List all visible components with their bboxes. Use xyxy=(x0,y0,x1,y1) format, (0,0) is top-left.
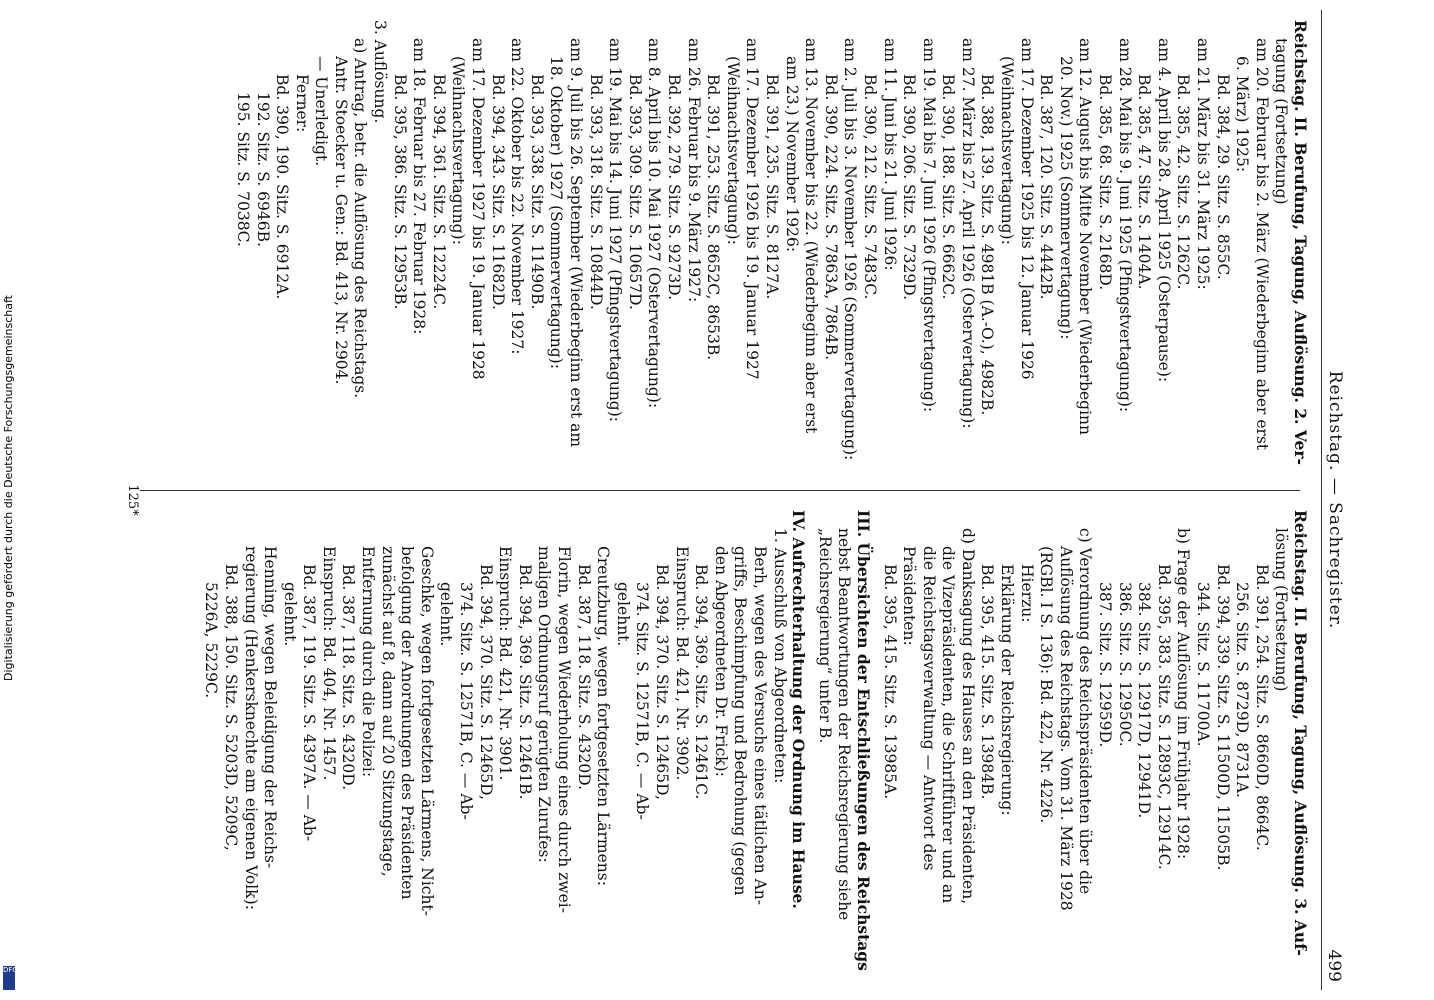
index-line: Florin, wegen Wiederholung eines durch zwei- xyxy=(555,546,574,913)
index-line: am 8. April bis 10. Mai 1927 (Ostervertagung): xyxy=(645,38,664,409)
index-line: Bd. 394, 361. Sitz. S. 12224C. xyxy=(429,74,448,310)
index-line: Geschke, wegen fortgesetzten Lärmens, Nicht- xyxy=(417,546,436,916)
index-line: 256. Sitz. S. 8729D, 8731A. xyxy=(1233,582,1252,798)
index-line: am 23.) November 1926: xyxy=(782,56,801,253)
index-line: Auflösung des Reichstags. Vom 31. März 1928 xyxy=(1056,546,1075,911)
index-line: Bd. 393, 338. Sitz. S. 11490B. xyxy=(527,74,546,310)
index-line: lösung (Fortsetzung) xyxy=(1272,528,1291,692)
footer-mark: 125* xyxy=(125,484,140,516)
index-line: Ferner: xyxy=(292,74,311,133)
index-line: die Vizepräsidenten, die Schriftführer und an xyxy=(939,546,958,904)
index-line: Bd. 388, 150. Sitz. S. 5203D, 5209C, xyxy=(221,564,240,851)
index-line: 374. Sitz. S. 12571B, C. — Ab- xyxy=(457,582,476,820)
index-line: Bd. 385, 68. Sitz. S. 2168D. xyxy=(1096,74,1115,291)
running-head: Reichstag. — Sachregister. xyxy=(1325,370,1345,630)
index-line: Bd. 390, 212. Sitz. S. 7483C. xyxy=(860,74,879,300)
index-line: — Unerledigt. xyxy=(312,56,331,167)
index-line: am 17. Dezember 1926 bis 19. Januar 1927 xyxy=(743,38,762,380)
index-line: Bd. 395, 383. Sitz. S. 12893C, 12914C. xyxy=(1154,564,1173,870)
index-line: maligen Ordnungsruf gerügten Zurufes: xyxy=(535,546,554,863)
index-line: 374. Sitz. S. 12571B, C. — Ab- xyxy=(633,582,652,820)
index-line: 192. Sitz. S. 6946B. xyxy=(253,92,272,247)
rotated-page xyxy=(120,0,1420,1000)
header-rule xyxy=(1321,10,1322,990)
index-line: den Abgeordneten Dr. Frick): xyxy=(711,546,730,777)
index-line: (RGBl. I S. 136): Bd. 422, Nr. 4226. xyxy=(1037,546,1056,824)
index-line: Bd. 390, 188. Sitz. S. 6662C. xyxy=(939,74,958,300)
index-line: am 19. Mai bis 7. Juni 1926 (Pfingstvertagung): xyxy=(919,38,938,413)
index-line: Bd. 387, 118. Sitz. S. 4320D. xyxy=(339,564,358,791)
index-line: am 28. Mai bis 9. Juni 1925 (Pfingstvertagung): xyxy=(1115,38,1134,413)
index-line: zunächst auf 8, dann auf 20 Sitzungstage, xyxy=(378,546,397,877)
index-line: Bd. 394, 370. Sitz. S. 12465D, xyxy=(476,564,495,800)
index-line: Bd. 387, 119. Sitz. S. 4397A. — Ab- xyxy=(300,564,319,842)
index-line: Bd. 385, 42. Sitz. S. 1262C. xyxy=(1174,74,1193,290)
index-line: am 12. August bis Mitte November (Wiederbeginn xyxy=(1076,38,1095,436)
index-line: Einspruch: Bd. 421, Nr. 3902. xyxy=(672,546,691,781)
index-line: Bd. 391, 254. Sitz. S. 8660D, 8664C. xyxy=(1252,564,1271,851)
index-line: am 22. Oktober bis 22. November 1927: xyxy=(508,38,527,355)
index-line: b) Frage der Auflösung im Frühjahr 1928: xyxy=(1174,528,1193,860)
index-line: 6. März) 1925: xyxy=(1233,56,1252,173)
index-line: nebst Beantwortungen der Reichsregierung siehe xyxy=(835,528,854,921)
index-line: (Weihnachtsvertagung): xyxy=(723,56,742,245)
index-line: 18. Oktober) 1927 (Sommervertagung): xyxy=(547,56,566,369)
index-line: (Weihnachtsvertagung): xyxy=(998,56,1017,245)
index-line: Bd. 394, 343. Sitz. S. 11682D. xyxy=(488,74,507,310)
index-line: gelehnt. xyxy=(613,582,632,647)
index-line: Bd. 387, 118. Sitz. S. 4320D. xyxy=(574,564,593,791)
index-line: III. Übersichten der Entschließungen des Reichstags xyxy=(853,510,873,971)
left-column xyxy=(232,20,1310,475)
index-line: am 2. Juli bis 3. November 1926 (Sommervertagung): xyxy=(841,38,860,461)
index-line: 384. Sitz. S. 12917D, 12941D. xyxy=(1135,582,1154,819)
index-line: Entfernung durch die Polizei: xyxy=(359,546,378,778)
index-line: 195. Sitz. S. 7038C. xyxy=(233,92,252,247)
index-line: Bd. 394, 369. Sitz. S. 12461B. xyxy=(515,564,534,800)
index-line: gelehnt. xyxy=(437,582,456,647)
index-line: die Reichstagsverwaltung — Antwort des xyxy=(919,546,938,871)
index-line: am 26. Februar bis 9. März 1927: xyxy=(684,38,703,303)
index-line: 387. Sitz. S. 12959D. xyxy=(1096,582,1115,748)
index-line: 344. Sitz. S. 11700A. xyxy=(1194,582,1213,747)
index-line: Creutzburg, wegen fortgesetzten Lärmens: xyxy=(594,546,613,886)
index-line: 1. Ausschluß von Abgeordneten: xyxy=(770,528,789,784)
index-line: Bd. 395, 386. Sitz. S. 12953B. xyxy=(390,74,409,310)
funding-credit: Digitalisierung gefördert durch die Deutsche Forschungsgemeinschaft xyxy=(2,295,15,681)
index-line: Bd. 391, 235. Sitz. S. 8127A. xyxy=(762,74,781,300)
right-column xyxy=(201,510,1310,980)
index-line: Henning, wegen Beleidigung der Reichs- xyxy=(261,546,280,869)
index-line: Einspruch: Bd. 404, Nr. 1457. xyxy=(319,546,338,781)
index-line: am 18. Februar bis 27. Februar 1928: xyxy=(410,38,429,335)
index-line: gelehnt. xyxy=(280,582,299,647)
index-line: Reichstag. II. Berufung, Tagung, Auflösung. 3. Auf- xyxy=(1291,510,1310,956)
index-line: am 27. März bis 27. April 1926 (Ostervertagung): xyxy=(958,38,977,429)
index-line: tagung (Fortsetzung) xyxy=(1272,38,1291,205)
index-line: befolgung der Anordnungen des Präsidenten xyxy=(398,546,417,900)
index-line: am 4. April bis 28. April 1925 (Osterpause): xyxy=(1154,38,1173,383)
dfg-logo: DFG xyxy=(3,966,15,990)
index-line: Bd. 395, 415. Sitz. S. 13985A. xyxy=(880,564,899,800)
index-line: Bd. 384, 29. Sitz. S. 855C. xyxy=(1213,74,1232,280)
index-line: a) Antrag, betr. die Auflösung des Reichstags. xyxy=(351,38,370,399)
index-line: regierung (Henkersknechte am eigenen Volk): xyxy=(241,546,260,910)
index-line: am 17. Dezember 1927 bis 19. Januar 1928 xyxy=(469,38,488,380)
index-line: „Reichsregierung“ unter B. xyxy=(815,528,834,744)
index-line: IV. Aufrechterhaltung der Ordnung im Hause. xyxy=(789,510,809,909)
index-line: Erklärung der Reichsregierung: xyxy=(998,564,1017,816)
index-line: Einspruch: Bd. 421, Nr. 3901. xyxy=(496,546,515,781)
index-line: Bd. 385, 47. Sitz. S. 1404A. xyxy=(1135,74,1154,290)
index-line: Bd. 390, 224. Sitz. S. 7863A, 7864B. xyxy=(821,74,840,361)
page-number: 499 xyxy=(1324,949,1344,982)
index-line: am 13. November bis 22. (Wiederbeginn aber erst xyxy=(802,38,821,434)
index-line: Bd. 392, 279. Sitz. S. 9273D. xyxy=(665,74,683,301)
index-line: (Weihnachtsvertagung): xyxy=(449,56,468,245)
index-line: Bd. 390, 206. Sitz. S. 7329D. xyxy=(900,74,919,301)
index-line: Präsidenten: xyxy=(900,546,919,646)
index-line: 386. Sitz. S. 12950C. xyxy=(1115,582,1134,747)
index-line: Reichstag. II. Berufung, Tagung, Auflösung. 2. Ver- xyxy=(1291,20,1310,465)
index-line: Bd. 394, 339. Sitz. S. 11500D, 11505B. xyxy=(1213,564,1232,871)
index-line: Bd. 390, 190. Sitz. S. 6912A. xyxy=(273,74,292,300)
index-line: Bd. 387, 120. Sitz. S. 4442B. xyxy=(1037,74,1056,300)
index-line: griffs, Beschimpfung und Bedrohung (gegen xyxy=(731,546,750,896)
column-divider xyxy=(140,490,1300,491)
index-line: am 11. Juni bis 21. Juni 1926: xyxy=(880,38,899,271)
index-line: Bd. 395, 415. Sitz. S. 13984B. xyxy=(978,564,997,800)
index-line: c) Verordnung des Reichspräsidenten über die xyxy=(1076,528,1095,895)
index-line: 20. Nov.) 1925 (Sommervertagung): xyxy=(1056,56,1075,340)
index-line: Antr. Stoecker u. Gen.: Bd. 413, Nr. 2904. xyxy=(331,56,350,385)
index-line: Bd. 394, 369. Sitz. S. 12461C. xyxy=(692,564,711,800)
index-line: Bd. 388, 139. Sitz. S. 4981B (A.-O.), 4982B. xyxy=(978,74,997,416)
index-line: Bd. 393, 309. Sitz. S. 10657D. xyxy=(625,74,644,310)
index-line: 5226A, 5229C. xyxy=(202,582,221,699)
index-line: Bd. 393, 318. Sitz. S. 10844D. xyxy=(586,74,605,310)
index-line: am 9. Juli bis 26. September (Wiederbeginn erst am xyxy=(567,38,586,448)
index-line: Bd. 391, 253. Sitz. S. 8652C, 8653B. xyxy=(704,74,723,361)
index-line: d) Danksagung des Hauses an den Präsidenten, xyxy=(958,528,977,905)
index-line: 3. Auflösung. xyxy=(371,20,390,124)
index-line: am 20. Februar bis 2. März (Wiederbeginn aber erst xyxy=(1252,38,1271,451)
index-line: am 17. Dezember 1925 bis 12. Januar 1926 xyxy=(1017,38,1036,380)
index-line: Bd. 394, 370. Sitz. S. 12465D, xyxy=(653,564,671,800)
index-line: am 19. Mai bis 14. Juni 1927 (Pfingstvertagung): xyxy=(606,38,625,423)
index-line: Berh, wegen des Versuchs eines tätlichen An- xyxy=(750,546,769,906)
index-line: Hierzu: xyxy=(1017,564,1036,623)
index-line: am 21. März bis 31. März 1925: xyxy=(1194,38,1213,290)
